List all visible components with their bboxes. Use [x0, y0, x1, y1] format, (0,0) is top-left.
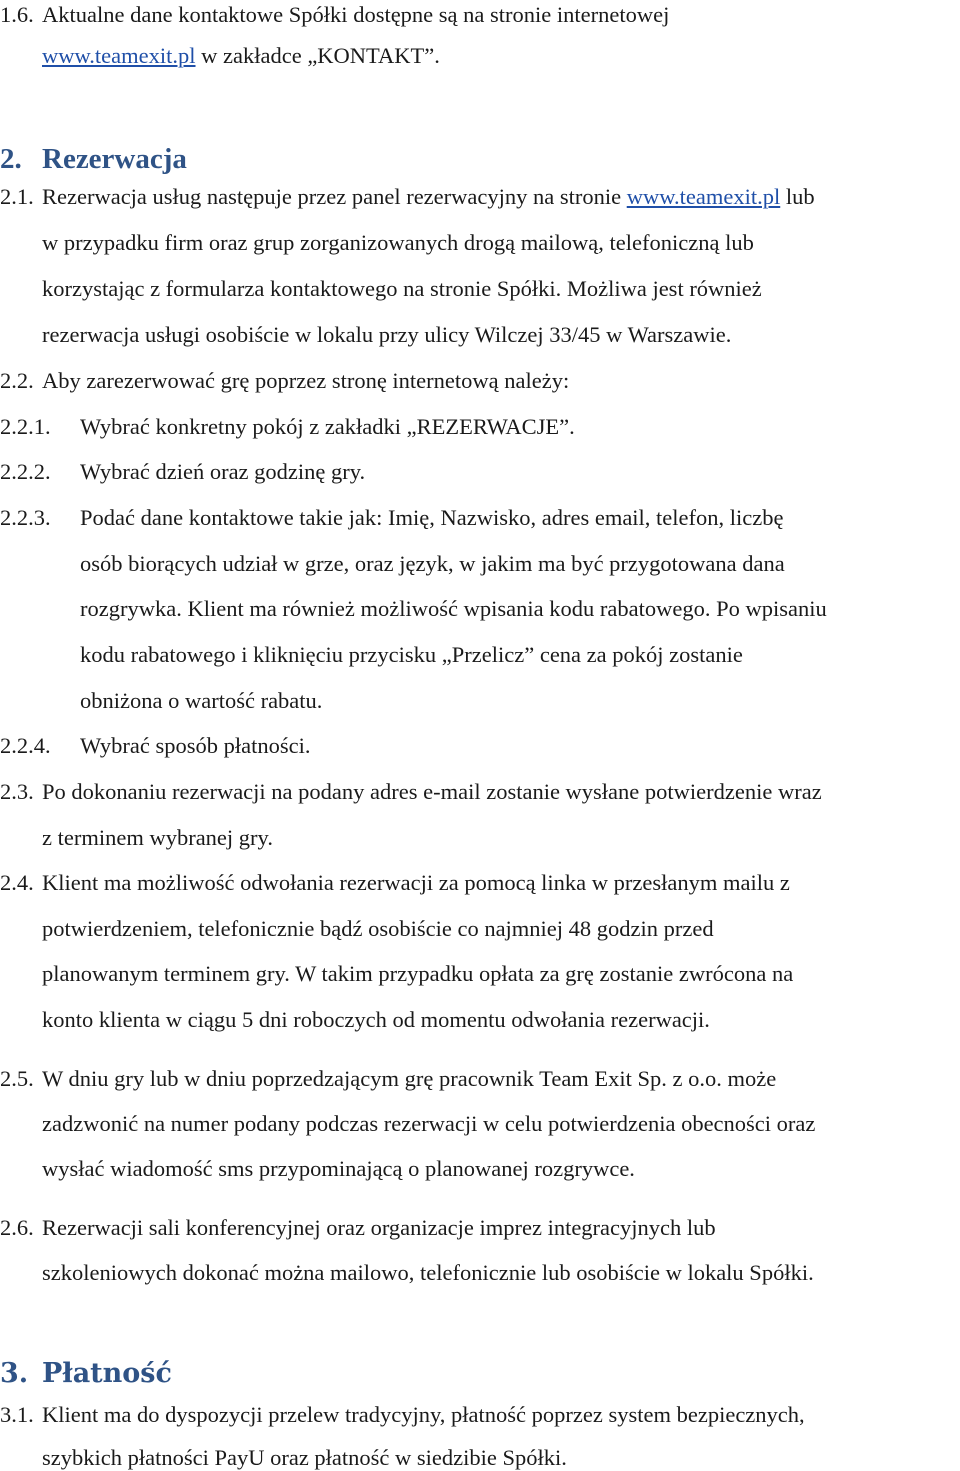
heading-title: Płatność: [42, 1358, 172, 1389]
s24-number: 2.4.: [0, 870, 34, 895]
s23-text: Po dokonaniu rezerwacji na podany adres e-mail zostanie wysłane potwierdzenie wraz: [42, 779, 822, 804]
s26-line1: [0, 1215, 716, 1240]
s25-line3: wysłać wiadomość sms przypominającą o planowanej rozgrywce.: [42, 1156, 635, 1181]
s25-number: 2.5.: [0, 1066, 34, 1091]
s22-number: 2.2.: [0, 368, 34, 393]
s223-line5: obniżona o wartość rabatu.: [80, 688, 323, 713]
s224-text: Wybrać sposób płatności.: [80, 733, 311, 758]
s16-number: 1.6.: [0, 2, 34, 27]
s16-line2: [42, 45, 440, 68]
s223-line2: osób biorących udział w grze, oraz język, w jakim ma być przygotowana dana: [80, 551, 785, 576]
s221-number: 2.2.1.: [0, 414, 51, 439]
heading-title: Rezerwacja: [42, 143, 187, 175]
s21-number: 2.1.: [0, 184, 34, 209]
s24-line4: konto klienta w ciągu 5 dni roboczych od momentu odwołania rezerwacji.: [42, 1007, 710, 1032]
s21-line2: w przypadku firm oraz grup zorganizowanych drogą mailową, telefoniczną lub: [42, 230, 754, 255]
s23-number: 2.3.: [0, 779, 34, 804]
s224-line1: [0, 733, 311, 758]
s21-text: Rezerwacja usług następuje przez panel rezerwacyjny na stronie: [42, 184, 627, 209]
s24-line2: potwierdzeniem, telefonicznie bądź osobiście co najmniej 48 godzin przed: [42, 916, 714, 941]
s222-text: Wybrać dzień oraz godzinę gry.: [80, 459, 366, 484]
heading-number: 2.: [0, 143, 22, 175]
s24-text: Klient ma możliwość odwołania rezerwacji za pomocą linka w przesłanym mailu z: [42, 870, 790, 895]
s221-line1: [0, 414, 575, 439]
heading-platnosc: [0, 1358, 172, 1389]
s223-text: Podać dane kontaktowe takie jak: Imię, Nazwisko, adres email, telefon, liczbę: [80, 505, 784, 530]
teamexit-link[interactable]: www.teamexit.pl: [626, 184, 781, 209]
s223-line3: rozgrywka. Klient ma również możliwość wpisania kodu rabatowego. Po wpisaniu: [80, 596, 827, 621]
s222-line1: [0, 459, 366, 484]
s31-line2: szybkich płatności PayU oraz płatność w siedzibie Spółki.: [42, 1445, 567, 1470]
s25-line2: zadzwonić na numer podany podczas rezerwacji w celu potwierdzenia obecności oraz: [42, 1111, 816, 1136]
s221-text: Wybrać konkretny pokój z zakładki „REZERWACJE”.: [80, 414, 575, 439]
s31-number: 3.1.: [0, 1402, 34, 1427]
s21-line4: rezerwacja usługi osobiście w lokalu przy ulicy Wilczej 33/45 w Warszawie.: [42, 322, 732, 347]
s16-text: Aktualne dane kontaktowe Spółki dostępne są na stronie internetowej: [42, 2, 670, 27]
s16-line2-text: w zakładce „KONTAKT”.: [195, 43, 440, 68]
s21-line3: korzystając z formularza kontaktowego na stronie Spółki. Możliwa jest również: [42, 276, 762, 301]
heading-rezerwacja: [0, 143, 187, 175]
s26-number: 2.6.: [0, 1215, 34, 1240]
s224-number: 2.2.4.: [0, 733, 51, 758]
s25-text: W dniu gry lub w dniu poprzedzającym grę pracownik Team Exit Sp. z o.o. może: [42, 1066, 777, 1091]
s31-line1: [0, 1402, 805, 1427]
s21-line1: [0, 184, 815, 209]
s24-line1: [0, 870, 790, 895]
s25-line1: [0, 1066, 777, 1091]
s31-text: Klient ma do dyspozycji przelew tradycyjny, płatność poprzez system bezpiecznych,: [42, 1402, 805, 1427]
s22-line1: [0, 368, 570, 393]
s223-line4: kodu rabatowego i kliknięciu przycisku „Przelicz” cena za pokój zostanie: [80, 642, 743, 667]
s23-line2: z terminem wybranej gry.: [42, 825, 273, 850]
s16-line1: [0, 2, 670, 27]
teamexit-link[interactable]: www.teamexit.pl: [42, 43, 196, 68]
s23-line1: [0, 779, 822, 804]
heading-number: 3.: [0, 1358, 29, 1389]
s22-text: Aby zarezerwować grę poprzez stronę internetową należy:: [42, 368, 570, 393]
s21-text-rest: lub: [780, 184, 815, 209]
s26-line2: szkoleniowych dokonać można mailowo, telefonicznie lub osobiście w lokalu Spółki.: [42, 1260, 814, 1285]
s26-text: Rezerwacji sali konferencyjnej oraz organizacje imprez integracyjnych lub: [42, 1215, 716, 1240]
s223-line1: [0, 505, 784, 530]
s223-number: 2.2.3.: [0, 505, 51, 530]
s222-number: 2.2.2.: [0, 459, 51, 484]
s24-line3: planowanym terminem gry. W takim przypadku opłata za grę zostanie zwrócona na: [42, 961, 794, 986]
